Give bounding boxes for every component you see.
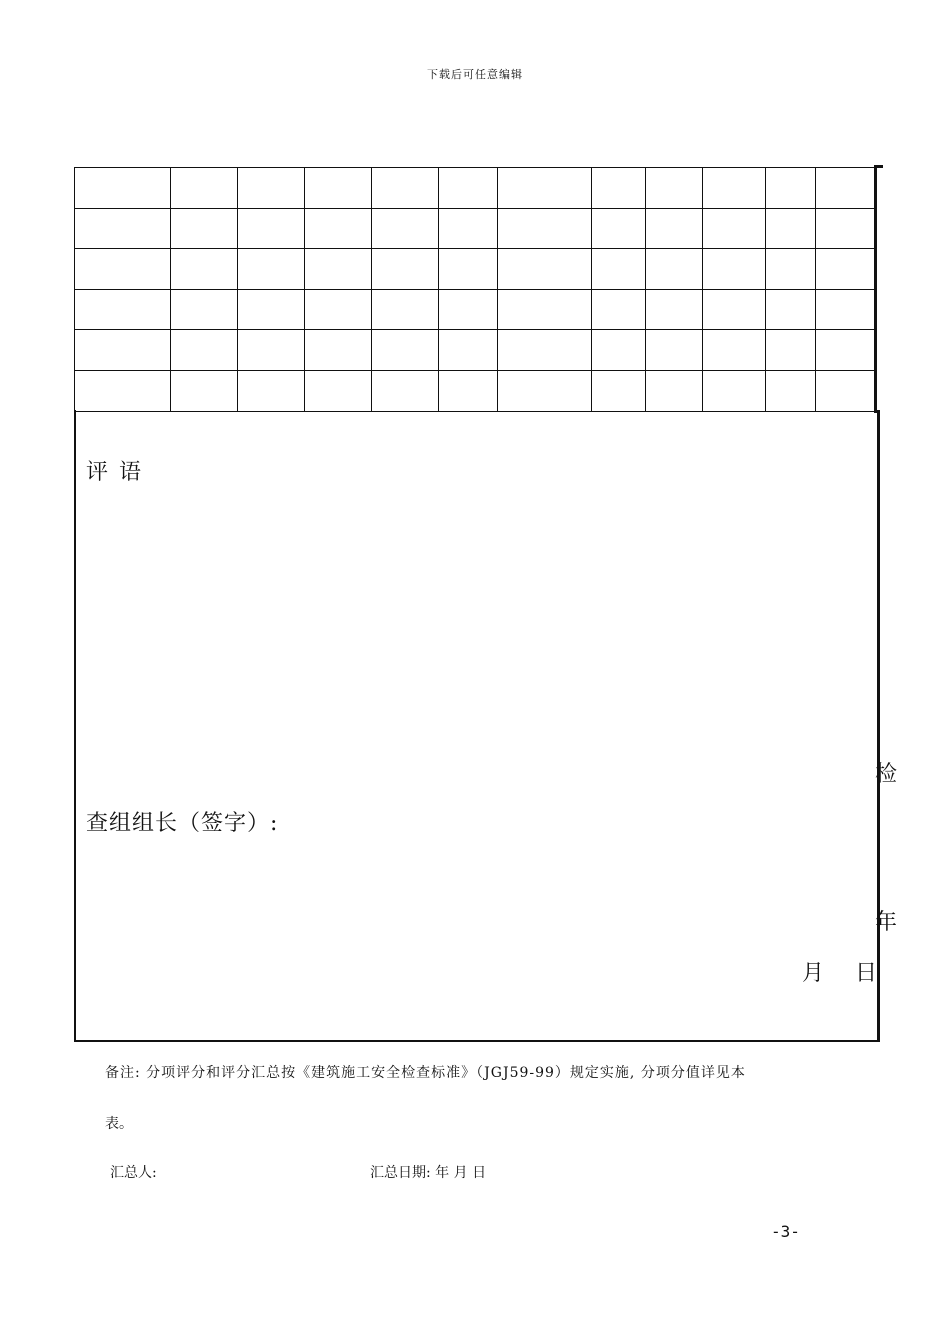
- table-cell: [171, 168, 238, 209]
- table-cell: [171, 370, 238, 411]
- table-cell: [592, 249, 646, 290]
- table-cell: [498, 208, 592, 249]
- table-cell: [646, 370, 703, 411]
- table-cell: [703, 330, 766, 371]
- table-cell: [703, 370, 766, 411]
- table-cell: [238, 208, 305, 249]
- table-cell: [498, 370, 592, 411]
- table-cell: [439, 370, 498, 411]
- table-cell: [171, 249, 238, 290]
- leader-signature-label: 查组组长（签字）:: [86, 811, 279, 836]
- table-cell: [498, 289, 592, 330]
- summary-date-label: 汇总日期: 年 月 日: [370, 1165, 487, 1181]
- header-note: 下载后可任意编辑: [427, 68, 523, 81]
- table-cell: [592, 168, 646, 209]
- table-cell: [372, 168, 439, 209]
- table-cell: [75, 289, 171, 330]
- table-cell: [816, 168, 876, 209]
- table-row: [75, 168, 876, 209]
- table-cell: [816, 208, 876, 249]
- comment-label: 评 语: [86, 460, 143, 485]
- check-char: 检: [875, 762, 898, 787]
- table-cell: [238, 168, 305, 209]
- table-cell: [816, 330, 876, 371]
- table-cell: [305, 208, 372, 249]
- table-cell: [439, 249, 498, 290]
- comment-box: [74, 410, 880, 1042]
- table-cell: [75, 330, 171, 371]
- table-cell: [646, 168, 703, 209]
- table-cell: [646, 208, 703, 249]
- score-grid-table: [74, 167, 876, 412]
- year-label: 年: [875, 910, 898, 935]
- table-row: [75, 249, 876, 290]
- table-cell: [238, 370, 305, 411]
- table-cell: [766, 168, 816, 209]
- table-cell: [592, 370, 646, 411]
- table-cell: [305, 168, 372, 209]
- table-cell: [372, 249, 439, 290]
- table-cell: [171, 208, 238, 249]
- table-cell: [766, 289, 816, 330]
- table-cell: [305, 370, 372, 411]
- table-row: [75, 370, 876, 411]
- table-cell: [75, 208, 171, 249]
- table-cell: [305, 330, 372, 371]
- table-cell: [703, 249, 766, 290]
- table-cell: [646, 289, 703, 330]
- table-cell: [439, 330, 498, 371]
- table-cell: [703, 208, 766, 249]
- table-cell: [498, 330, 592, 371]
- table-cell: [646, 249, 703, 290]
- table-cell: [592, 289, 646, 330]
- table-cell: [766, 330, 816, 371]
- table-cell: [703, 168, 766, 209]
- table-cell: [238, 330, 305, 371]
- table-cell: [238, 289, 305, 330]
- table-row: [75, 330, 876, 371]
- table-cell: [766, 370, 816, 411]
- remarks-line-1: 备注: 分项评分和评分汇总按《建筑施工安全检查标准》（JGJ59-99）规定实施, 分项分值详见本: [105, 1065, 746, 1081]
- table-row: [75, 208, 876, 249]
- day-label: 日: [855, 961, 878, 986]
- table-cell: [171, 330, 238, 371]
- table-cell: [592, 208, 646, 249]
- table-cell: [439, 168, 498, 209]
- table-cell: [305, 289, 372, 330]
- table-cell: [498, 249, 592, 290]
- table-cell: [703, 289, 766, 330]
- table-cell: [75, 370, 171, 411]
- table-cell: [372, 208, 439, 249]
- table-cell: [766, 208, 816, 249]
- table-cell: [75, 168, 171, 209]
- table-cell: [372, 370, 439, 411]
- table-cell: [372, 330, 439, 371]
- table-cell: [439, 208, 498, 249]
- table-cell: [238, 249, 305, 290]
- table-corner-mark: [874, 165, 883, 168]
- table-cell: [646, 330, 703, 371]
- table-cell: [439, 289, 498, 330]
- table-cell: [75, 249, 171, 290]
- table-cell: [816, 289, 876, 330]
- table-cell: [816, 370, 876, 411]
- table-cell: [171, 289, 238, 330]
- table-cell: [372, 289, 439, 330]
- page-number: -3-: [771, 1222, 800, 1241]
- table-cell: [592, 330, 646, 371]
- month-label: 月: [802, 961, 825, 986]
- table-cell: [498, 168, 592, 209]
- table-cell: [766, 249, 816, 290]
- table-right-border: [874, 165, 877, 413]
- summarizer-label: 汇总人:: [110, 1165, 157, 1181]
- table-cell: [305, 249, 372, 290]
- table-cell: [816, 249, 876, 290]
- table-row: [75, 289, 876, 330]
- remarks-line-2: 表。: [105, 1116, 133, 1132]
